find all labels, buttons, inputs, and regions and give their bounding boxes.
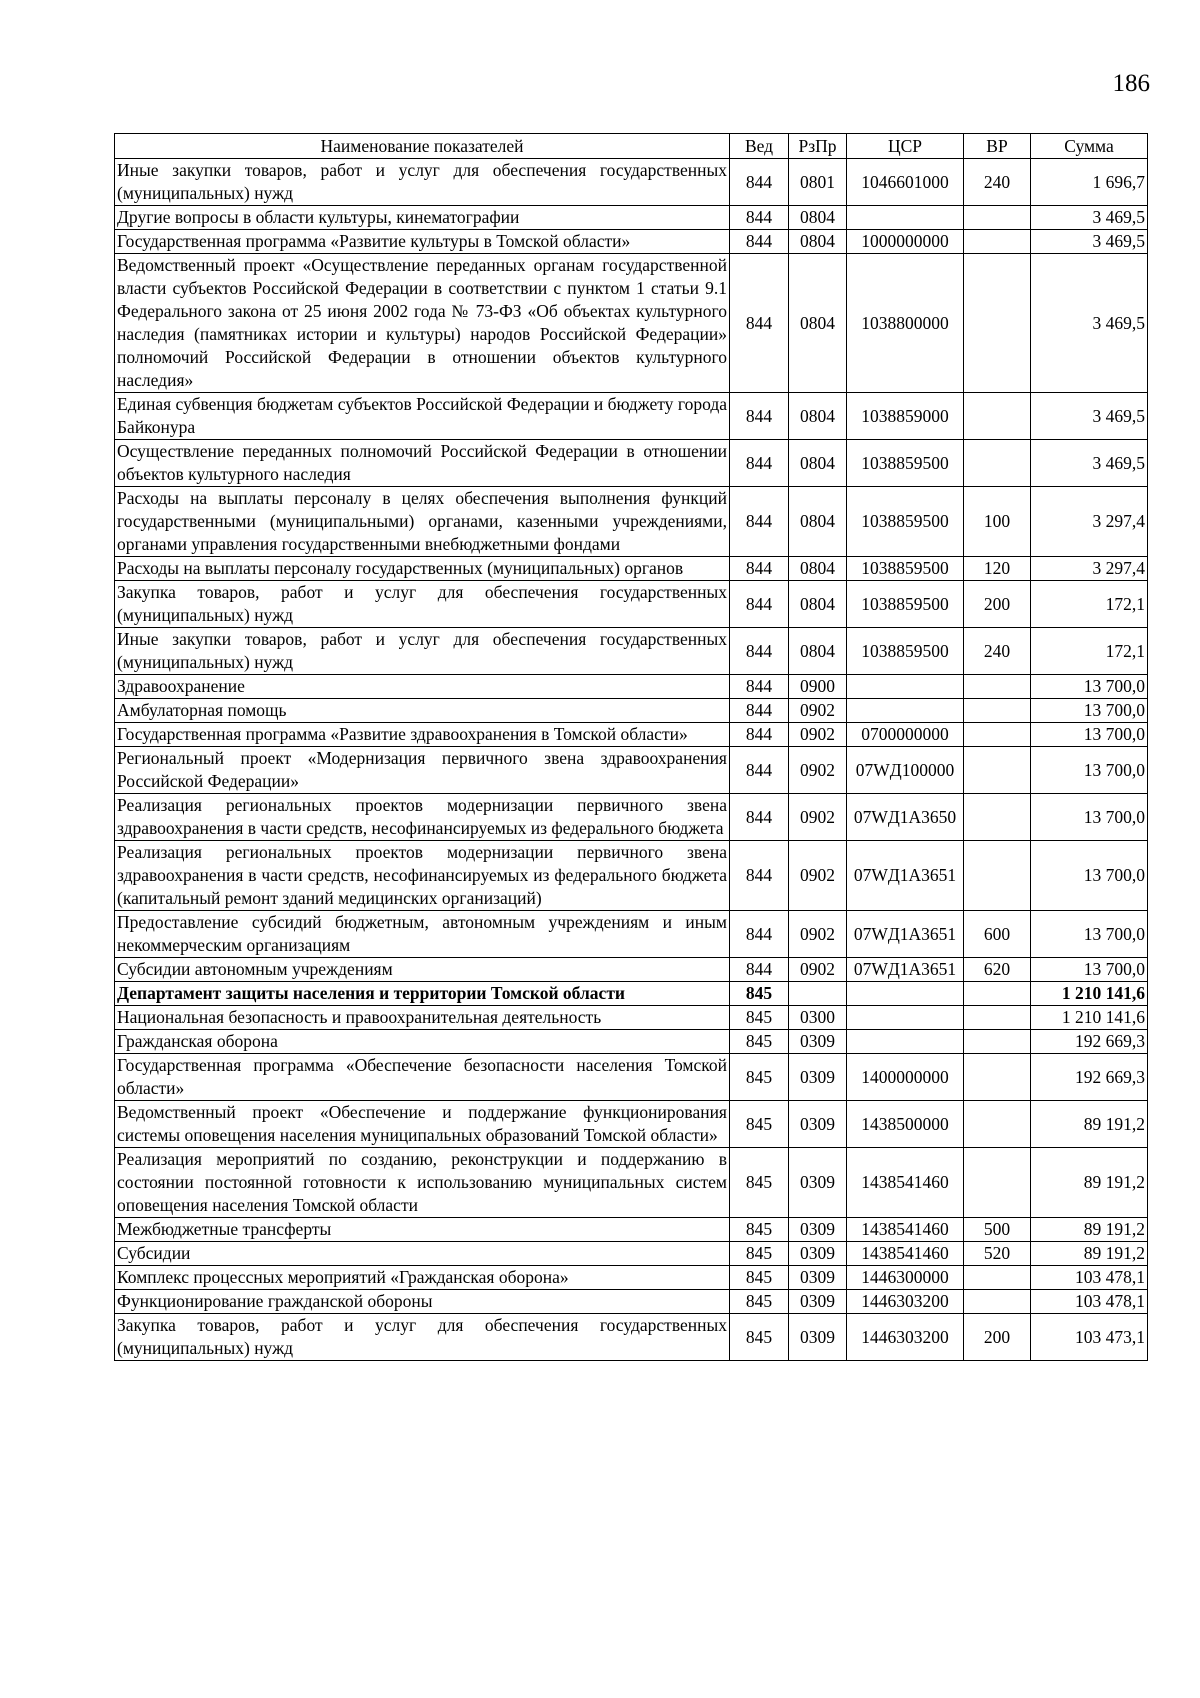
- cell-sum: 89 191,2: [1031, 1242, 1148, 1266]
- cell-name: Ведомственный проект «Обеспечение и поддержание функционирования системы оповещения населения муниципальных образований Томской области»: [115, 1101, 730, 1148]
- table-row: [115, 794, 1148, 841]
- cell-sum: 1 210 141,6: [1031, 982, 1148, 1006]
- cell-name: Предоставление субсидий бюджетным, автономным учреждениям и иным некоммерческим организациям: [115, 911, 730, 958]
- cell-sum: 1 210 141,6: [1031, 1006, 1148, 1030]
- cell-csr: 1038859500: [847, 581, 964, 628]
- column-header-sum: Сумма: [1031, 134, 1148, 159]
- table-row: [115, 911, 1148, 958]
- cell-vr: [964, 206, 1031, 230]
- cell-vr: [964, 1290, 1031, 1314]
- cell-ved: 844: [730, 747, 789, 794]
- cell-ved: 844: [730, 206, 789, 230]
- table-row: [115, 723, 1148, 747]
- cell-ved: 844: [730, 675, 789, 699]
- table-row: [115, 958, 1148, 982]
- cell-ved: 845: [730, 1266, 789, 1290]
- cell-name: Национальная безопасность и правоохранительная деятельность: [115, 1006, 730, 1030]
- cell-csr: 1438541460: [847, 1218, 964, 1242]
- cell-sum: 13 700,0: [1031, 794, 1148, 841]
- cell-sum: 89 191,2: [1031, 1148, 1148, 1218]
- cell-name: Государственная программа «Развитие культуры в Томской области»: [115, 230, 730, 254]
- cell-ved: 845: [730, 1290, 789, 1314]
- table-row: [115, 206, 1148, 230]
- cell-vr: 240: [964, 159, 1031, 206]
- cell-name: Осуществление переданных полномочий Российской Федерации в отношении объектов культурного наследия: [115, 440, 730, 487]
- cell-csr: 0700000000: [847, 723, 964, 747]
- cell-vr: 620: [964, 958, 1031, 982]
- cell-ved: 844: [730, 487, 789, 557]
- cell-csr: [847, 206, 964, 230]
- cell-sum: 103 478,1: [1031, 1290, 1148, 1314]
- cell-vr: [964, 1148, 1031, 1218]
- cell-rzpr: 0804: [789, 557, 847, 581]
- table-row: [115, 1148, 1148, 1218]
- table-row: [115, 1290, 1148, 1314]
- column-header-name: Наименование показателей: [115, 134, 730, 159]
- cell-ved: 844: [730, 628, 789, 675]
- cell-csr: [847, 675, 964, 699]
- cell-sum: 103 473,1: [1031, 1314, 1148, 1361]
- cell-vr: 520: [964, 1242, 1031, 1266]
- cell-csr: 1438500000: [847, 1101, 964, 1148]
- cell-rzpr: 0309: [789, 1290, 847, 1314]
- cell-csr: 1446303200: [847, 1290, 964, 1314]
- cell-rzpr: 0804: [789, 254, 847, 393]
- cell-ved: 845: [730, 982, 789, 1006]
- table-row: [115, 1054, 1148, 1101]
- cell-csr: [847, 1030, 964, 1054]
- cell-rzpr: 0804: [789, 581, 847, 628]
- cell-name: Иные закупки товаров, работ и услуг для обеспечения государственных (муниципальных) нужд: [115, 159, 730, 206]
- table-row: [115, 675, 1148, 699]
- cell-rzpr: 0900: [789, 675, 847, 699]
- cell-csr: 07WД1А3651: [847, 958, 964, 982]
- cell-rzpr: 0804: [789, 628, 847, 675]
- cell-sum: 192 669,3: [1031, 1030, 1148, 1054]
- cell-vr: [964, 699, 1031, 723]
- cell-sum: 3 297,4: [1031, 487, 1148, 557]
- cell-csr: 1446303200: [847, 1314, 964, 1361]
- cell-name: Государственная программа «Развитие здравоохранения в Томской области»: [115, 723, 730, 747]
- cell-rzpr: 0902: [789, 723, 847, 747]
- cell-vr: 200: [964, 1314, 1031, 1361]
- cell-vr: [964, 982, 1031, 1006]
- cell-ved: 844: [730, 581, 789, 628]
- cell-vr: [964, 1006, 1031, 1030]
- cell-csr: 1038859500: [847, 440, 964, 487]
- cell-ved: 845: [730, 1030, 789, 1054]
- table-row: [115, 1030, 1148, 1054]
- cell-ved: 844: [730, 911, 789, 958]
- column-header-vr: ВР: [964, 134, 1031, 159]
- table-row: [115, 254, 1148, 393]
- cell-rzpr: 0804: [789, 206, 847, 230]
- table-row: [115, 557, 1148, 581]
- cell-sum: 13 700,0: [1031, 675, 1148, 699]
- cell-sum: 13 700,0: [1031, 911, 1148, 958]
- table-row: [115, 747, 1148, 794]
- cell-rzpr: 0804: [789, 230, 847, 254]
- cell-csr: [847, 699, 964, 723]
- cell-ved: 845: [730, 1101, 789, 1148]
- cell-name: Субсидии: [115, 1242, 730, 1266]
- cell-sum: 13 700,0: [1031, 747, 1148, 794]
- cell-ved: 844: [730, 230, 789, 254]
- table-row: [115, 487, 1148, 557]
- cell-vr: [964, 1054, 1031, 1101]
- cell-name: Реализация мероприятий по созданию, реконструкции и поддержанию в состоянии постоянной готовности к использованию муниципальных систем оповещения населения Томской области: [115, 1148, 730, 1218]
- cell-sum: 13 700,0: [1031, 841, 1148, 911]
- cell-name: Иные закупки товаров, работ и услуг для обеспечения государственных (муниципальных) нужд: [115, 628, 730, 675]
- cell-sum: 3 469,5: [1031, 440, 1148, 487]
- cell-csr: 1038859500: [847, 628, 964, 675]
- cell-csr: 1038859000: [847, 393, 964, 440]
- cell-ved: 844: [730, 440, 789, 487]
- cell-csr: 1446300000: [847, 1266, 964, 1290]
- cell-rzpr: 0902: [789, 794, 847, 841]
- cell-csr: 1038859500: [847, 557, 964, 581]
- table-row: [115, 982, 1148, 1006]
- cell-sum: 3 469,5: [1031, 393, 1148, 440]
- cell-ved: 844: [730, 254, 789, 393]
- table-row: [115, 1218, 1148, 1242]
- cell-csr: 07WД1А3651: [847, 911, 964, 958]
- cell-name: Закупка товаров, работ и услуг для обеспечения государственных (муниципальных) нужд: [115, 581, 730, 628]
- cell-ved: 845: [730, 1054, 789, 1101]
- cell-vr: [964, 254, 1031, 393]
- table-row: [115, 1266, 1148, 1290]
- cell-rzpr: 0309: [789, 1314, 847, 1361]
- cell-name: Межбюджетные трансферты: [115, 1218, 730, 1242]
- table-row: [115, 1314, 1148, 1361]
- cell-rzpr: 0309: [789, 1218, 847, 1242]
- cell-rzpr: 0902: [789, 911, 847, 958]
- table-row: [115, 440, 1148, 487]
- cell-ved: 844: [730, 393, 789, 440]
- table-row: [115, 1101, 1148, 1148]
- table-row: [115, 628, 1148, 675]
- cell-name: Расходы на выплаты персоналу государственных (муниципальных) органов: [115, 557, 730, 581]
- cell-rzpr: 0902: [789, 699, 847, 723]
- cell-ved: 844: [730, 699, 789, 723]
- cell-csr: [847, 1006, 964, 1030]
- cell-csr: 1438541460: [847, 1242, 964, 1266]
- cell-vr: 200: [964, 581, 1031, 628]
- cell-vr: 500: [964, 1218, 1031, 1242]
- cell-rzpr: 0309: [789, 1266, 847, 1290]
- table-body: [115, 159, 1148, 1361]
- cell-sum: 89 191,2: [1031, 1101, 1148, 1148]
- cell-name: Расходы на выплаты персоналу в целях обеспечения выполнения функций государственными (муниципальными) органами, казенными учреждениями, органами управления государственными внебюджетными фондами: [115, 487, 730, 557]
- cell-vr: [964, 747, 1031, 794]
- cell-rzpr: 0902: [789, 747, 847, 794]
- table-row: [115, 230, 1148, 254]
- cell-name: Другие вопросы в области культуры, кинематографии: [115, 206, 730, 230]
- cell-csr: 1046601000: [847, 159, 964, 206]
- table-header-row: [115, 134, 1148, 159]
- cell-vr: 600: [964, 911, 1031, 958]
- cell-vr: [964, 1101, 1031, 1148]
- cell-name: Субсидии автономным учреждениям: [115, 958, 730, 982]
- cell-rzpr: 0309: [789, 1054, 847, 1101]
- table-row: [115, 393, 1148, 440]
- cell-name: Региональный проект «Модернизация первичного звена здравоохранения Российской Федерации»: [115, 747, 730, 794]
- cell-rzpr: 0309: [789, 1101, 847, 1148]
- cell-csr: [847, 982, 964, 1006]
- cell-ved: 844: [730, 794, 789, 841]
- cell-name: Амбулаторная помощь: [115, 699, 730, 723]
- cell-vr: [964, 440, 1031, 487]
- cell-rzpr: 0801: [789, 159, 847, 206]
- cell-csr: 1000000000: [847, 230, 964, 254]
- cell-sum: 89 191,2: [1031, 1218, 1148, 1242]
- table-row: [115, 841, 1148, 911]
- cell-sum: 172,1: [1031, 628, 1148, 675]
- cell-vr: 100: [964, 487, 1031, 557]
- cell-name: Здравоохранение: [115, 675, 730, 699]
- table-row: [115, 581, 1148, 628]
- cell-ved: 844: [730, 841, 789, 911]
- cell-vr: [964, 230, 1031, 254]
- cell-ved: 845: [730, 1314, 789, 1361]
- cell-sum: 1 696,7: [1031, 159, 1148, 206]
- cell-name: Государственная программа «Обеспечение безопасности населения Томской области»: [115, 1054, 730, 1101]
- cell-vr: [964, 1266, 1031, 1290]
- cell-sum: 13 700,0: [1031, 699, 1148, 723]
- column-header-csr: ЦСР: [847, 134, 964, 159]
- table-row: [115, 1242, 1148, 1266]
- cell-ved: 845: [730, 1242, 789, 1266]
- table-row: [115, 1006, 1148, 1030]
- cell-vr: [964, 723, 1031, 747]
- cell-rzpr: 0804: [789, 440, 847, 487]
- cell-rzpr: 0804: [789, 487, 847, 557]
- cell-rzpr: 0902: [789, 841, 847, 911]
- cell-rzpr: 0309: [789, 1242, 847, 1266]
- cell-ved: 844: [730, 159, 789, 206]
- cell-ved: 845: [730, 1218, 789, 1242]
- cell-ved: 844: [730, 958, 789, 982]
- page-number: 186: [1112, 70, 1150, 97]
- cell-sum: 192 669,3: [1031, 1054, 1148, 1101]
- budget-table: [114, 133, 1148, 1361]
- column-header-rzpr: РзПр: [789, 134, 847, 159]
- cell-name: Закупка товаров, работ и услуг для обеспечения государственных (муниципальных) нужд: [115, 1314, 730, 1361]
- cell-name: Реализация региональных проектов модернизации первичного звена здравоохранения в части средств, несофинансируемых из федерального бюджета: [115, 794, 730, 841]
- cell-csr: 07WД100000: [847, 747, 964, 794]
- column-header-ved: Вед: [730, 134, 789, 159]
- cell-rzpr: [789, 982, 847, 1006]
- cell-name: Реализация региональных проектов модернизации первичного звена здравоохранения в части средств, несофинансируемых из федерального бюджета (капитальный ремонт зданий медицинских организаций): [115, 841, 730, 911]
- cell-name: Гражданская оборона: [115, 1030, 730, 1054]
- cell-vr: 240: [964, 628, 1031, 675]
- cell-name: Функционирование гражданской обороны: [115, 1290, 730, 1314]
- cell-sum: 3 297,4: [1031, 557, 1148, 581]
- cell-csr: 07WД1А3651: [847, 841, 964, 911]
- cell-name: Ведомственный проект «Осуществление переданных органам государственной власти субъектов Российской Федерации в соответствии с пунктом 1 статьи 9.1 Федерального закона от 25 июня 2002 года № 73-ФЗ «Об объектах культурного наследия (памятниках истории и культуры) народов Российской Федерации» полномочий Российской Федерации в отношении объектов культурного наследия»: [115, 254, 730, 393]
- cell-vr: [964, 393, 1031, 440]
- cell-csr: 1038800000: [847, 254, 964, 393]
- cell-sum: 13 700,0: [1031, 723, 1148, 747]
- table-row: [115, 699, 1148, 723]
- cell-csr: 1038859500: [847, 487, 964, 557]
- cell-rzpr: 0902: [789, 958, 847, 982]
- cell-csr: 1400000000: [847, 1054, 964, 1101]
- cell-sum: 3 469,5: [1031, 230, 1148, 254]
- cell-sum: 103 478,1: [1031, 1266, 1148, 1290]
- cell-name: Департамент защиты населения и территории Томской области: [115, 982, 730, 1006]
- cell-name: Комплекс процессных мероприятий «Гражданская оборона»: [115, 1266, 730, 1290]
- cell-sum: 3 469,5: [1031, 206, 1148, 230]
- table-row: [115, 159, 1148, 206]
- cell-ved: 844: [730, 723, 789, 747]
- cell-vr: [964, 675, 1031, 699]
- cell-vr: 120: [964, 557, 1031, 581]
- cell-ved: 844: [730, 557, 789, 581]
- cell-ved: 845: [730, 1148, 789, 1218]
- cell-rzpr: 0309: [789, 1148, 847, 1218]
- cell-vr: [964, 1030, 1031, 1054]
- cell-ved: 845: [730, 1006, 789, 1030]
- cell-name: Единая субвенция бюджетам субъектов Российской Федерации и бюджету города Байконура: [115, 393, 730, 440]
- cell-vr: [964, 794, 1031, 841]
- cell-vr: [964, 841, 1031, 911]
- cell-rzpr: 0804: [789, 393, 847, 440]
- cell-sum: 13 700,0: [1031, 958, 1148, 982]
- cell-sum: 3 469,5: [1031, 254, 1148, 393]
- cell-rzpr: 0300: [789, 1006, 847, 1030]
- cell-csr: 07WД1А3650: [847, 794, 964, 841]
- cell-sum: 172,1: [1031, 581, 1148, 628]
- cell-csr: 1438541460: [847, 1148, 964, 1218]
- cell-rzpr: 0309: [789, 1030, 847, 1054]
